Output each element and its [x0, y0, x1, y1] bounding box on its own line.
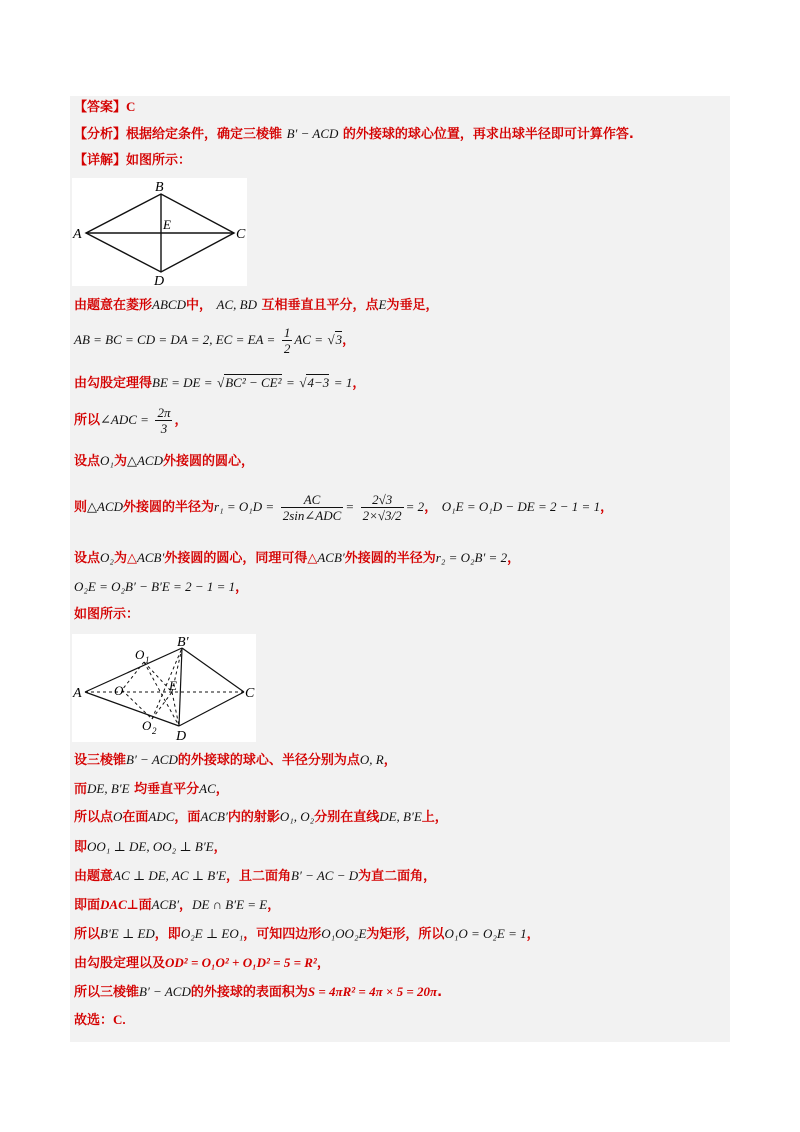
text: 为垂足，	[386, 298, 439, 313]
answer-label: 【答案】	[74, 100, 127, 115]
dashed-o1e	[144, 662, 172, 692]
label-o2-sub: 2	[152, 726, 157, 736]
denominator: 2sin∠ADC	[282, 508, 342, 523]
text: ，	[179, 898, 193, 913]
line-12	[74, 808, 448, 827]
math: AC	[199, 781, 216, 796]
label-c: C	[245, 686, 255, 701]
math: O₁E = O₁D − DE = 2 − 1 = 1	[441, 499, 601, 514]
math: AB = BC = CD = DA = 2, EC = EA =	[74, 332, 276, 347]
text: 所以点	[74, 810, 114, 825]
label-b-prime: B′	[177, 635, 189, 650]
line-11	[74, 780, 229, 799]
tetrahedron-svg	[72, 634, 256, 742]
edge-bc	[182, 648, 244, 692]
text: 为△	[113, 551, 137, 566]
text: 则	[74, 500, 88, 515]
numerator: 2π	[157, 405, 171, 420]
detail-label: 【详解】	[74, 153, 127, 168]
denominator: 2	[283, 341, 291, 356]
line-19	[74, 1011, 126, 1030]
line-5	[74, 452, 254, 471]
math: △ACD	[126, 453, 163, 468]
fraction-value	[361, 492, 404, 523]
sqrt-value: 4−3	[307, 375, 330, 390]
text: 由题意	[74, 869, 114, 884]
sqrt-value: 3	[335, 332, 343, 347]
line-4	[74, 404, 188, 437]
label-o1-sub: 1	[145, 655, 150, 665]
text: ，可知四边形	[243, 927, 322, 942]
text: 外接圆的圆心，	[162, 454, 254, 469]
answer-line	[74, 98, 135, 117]
edge-ad	[85, 692, 179, 726]
label-o: O	[114, 683, 124, 698]
text: ，且二面角	[226, 869, 292, 884]
text: 所以	[74, 927, 101, 942]
text: 外接圆的半径为	[344, 551, 436, 566]
text: 由勾股定理以及	[74, 956, 166, 971]
text: 的外接球的表面积为	[190, 985, 308, 1000]
math: ACB′	[151, 897, 180, 912]
text: ，面	[174, 810, 201, 825]
text: ，	[215, 782, 229, 797]
math: DE, B′E	[87, 781, 130, 796]
fraction-angle	[155, 405, 172, 436]
denominator: 3	[160, 421, 168, 436]
math: r₁ = O₁D =	[214, 499, 275, 514]
numerator: 1	[283, 325, 291, 340]
dashed-ed	[172, 692, 179, 726]
line-6	[74, 480, 613, 535]
text: ，	[174, 413, 188, 428]
line-3: 由勾股定理得BE = DE = √BC² − CE² = √4−3 = 1，	[74, 375, 366, 391]
text: 为直二面角，	[358, 869, 437, 884]
text: .	[437, 985, 443, 1000]
math: =	[345, 499, 355, 514]
math: AC =	[294, 332, 323, 347]
text: 由题意在菱形	[74, 298, 153, 313]
analysis-math: B′ − ACD	[286, 126, 339, 141]
math: B′ − ACD	[139, 984, 191, 999]
math: DE, B′E	[379, 809, 422, 824]
fraction-radius	[281, 492, 344, 523]
label-d: D	[176, 729, 187, 742]
figure-rhombus	[72, 178, 247, 286]
text: ，	[213, 840, 227, 855]
text: 即面	[74, 898, 101, 913]
text: 设点	[74, 454, 101, 469]
text: ，	[316, 956, 330, 971]
math: r₂ = O₂B′ = 2	[435, 550, 508, 565]
math: O₂E ⊥ EO₁	[180, 926, 244, 941]
math: B′ − AC − D	[291, 868, 359, 883]
math: OD² = O₁O² + O₁D² = 5 = R²	[165, 955, 317, 970]
text: 上，	[421, 810, 448, 825]
math: B′ − ACD	[126, 752, 178, 767]
math: B′E ⊥ ED	[100, 926, 155, 941]
line-17	[74, 954, 330, 973]
math: O₁O = O₂E = 1	[444, 926, 527, 941]
math: O₂E = O₂B′ − B′E = 2 − 1 = 1	[74, 579, 236, 594]
text: 如图所示：	[74, 607, 140, 622]
text: ，	[507, 551, 521, 566]
math: ∠ADC =	[100, 412, 149, 427]
label-b: B	[155, 180, 164, 195]
analysis-text-1: 根据给定条件，确定三棱锥	[126, 127, 283, 142]
label-o2: O	[142, 718, 152, 733]
text: ，	[424, 500, 438, 515]
edge-bd	[179, 648, 182, 726]
math: AC ⊥ DE, AC ⊥ B′E	[113, 868, 227, 883]
text: 即	[74, 840, 88, 855]
math: ACB′	[317, 550, 345, 565]
text: 在面	[122, 810, 149, 825]
text: ，	[352, 376, 366, 391]
line-1	[74, 296, 438, 315]
math: ACB′	[200, 809, 228, 824]
text: ，	[267, 898, 281, 913]
text: 中，	[185, 298, 212, 313]
numerator: 2√3	[361, 492, 404, 508]
label-d: D	[154, 274, 165, 286]
math: DE ∩ B′E = E	[192, 897, 268, 912]
text: ，	[383, 753, 397, 768]
math: E	[378, 297, 387, 312]
text: 互相垂直且平分，点	[261, 298, 379, 313]
line-2: AB = BC = CD = DA = 2, EC = EA = $\frac{1}{2}$ AC = √3，	[74, 325, 356, 356]
math: BE = DE =	[152, 375, 213, 390]
math: = 2	[405, 499, 425, 514]
math: O₁OO₂E	[321, 926, 367, 941]
text: ，	[600, 500, 614, 515]
detail-line	[74, 152, 191, 170]
text: 外接圆的半径为	[123, 500, 215, 515]
label-o1: O	[135, 647, 145, 662]
detail-text: 如图所示：	[126, 153, 192, 168]
math: ADC	[148, 809, 175, 824]
figure-tetrahedron	[72, 634, 256, 742]
line-10	[74, 751, 397, 770]
text: ，	[342, 333, 356, 348]
dashed-o2b	[152, 648, 182, 719]
text: 由勾股定理得	[74, 376, 153, 391]
text: 为矩形，所以	[366, 927, 445, 942]
line-7	[74, 549, 520, 568]
label-a: A	[73, 227, 82, 242]
label-e: E	[169, 678, 177, 693]
line-14	[74, 867, 436, 886]
text: 内的射影	[227, 810, 280, 825]
math: = 1	[333, 375, 353, 390]
denominator: 2×√3/2	[362, 508, 402, 523]
text: ，即	[154, 927, 181, 942]
numerator: AC	[281, 492, 344, 508]
text: ，	[526, 927, 540, 942]
math: =	[286, 375, 295, 390]
text: 外接圆的圆心，同理可得△	[164, 551, 318, 566]
line-18	[74, 983, 442, 1002]
edge-ab	[85, 648, 182, 692]
math: O₁	[100, 453, 114, 468]
line-13	[74, 838, 227, 857]
text: ⊥面	[126, 898, 152, 913]
text: ，	[235, 580, 249, 595]
analysis-label: 【分析】	[74, 127, 127, 142]
answer-value: C	[126, 99, 136, 114]
text: 而	[74, 782, 88, 797]
line-15	[74, 896, 280, 915]
label-e: E	[163, 217, 171, 232]
math: O, R	[359, 752, 384, 767]
math: DAC	[100, 897, 127, 912]
math: O	[113, 809, 123, 824]
text: 的外接球的球心、半径分别为点	[177, 753, 360, 768]
text: 所以三棱锥	[74, 985, 140, 1000]
text: 设三棱锥	[74, 753, 127, 768]
final-answer: C.	[113, 1012, 126, 1027]
rhombus-svg	[72, 178, 247, 286]
math: O₁, O₂	[279, 809, 315, 824]
line-16	[74, 925, 540, 944]
edge-dc	[179, 692, 244, 726]
analysis-line	[74, 125, 634, 144]
line-9	[74, 606, 139, 624]
math: OO₁ ⊥ DE, OO₂ ⊥ B′E	[87, 839, 214, 854]
label-a: A	[73, 686, 82, 701]
math: ACB′	[136, 550, 165, 565]
text: 为	[113, 454, 127, 469]
math: O₂	[100, 550, 114, 565]
text: 故选：	[74, 1013, 114, 1028]
text: 均垂直平分	[134, 782, 200, 797]
math: ABCD	[152, 297, 186, 312]
text: 设点	[74, 551, 101, 566]
label-c: C	[236, 227, 246, 242]
math: S = 4πR² = 4π × 5 = 20π	[307, 984, 438, 999]
analysis-text-2: 的外接球的球心位置，再求出球半径即可计算作答.	[342, 127, 634, 142]
text: 所以	[74, 413, 101, 428]
fraction-half	[282, 325, 293, 356]
sqrt-value: BC² − CE²	[225, 375, 282, 390]
text: 分别在直线	[314, 810, 380, 825]
math: AC, BD	[216, 297, 257, 312]
line-8	[74, 578, 248, 597]
math: △ACD	[87, 499, 124, 514]
